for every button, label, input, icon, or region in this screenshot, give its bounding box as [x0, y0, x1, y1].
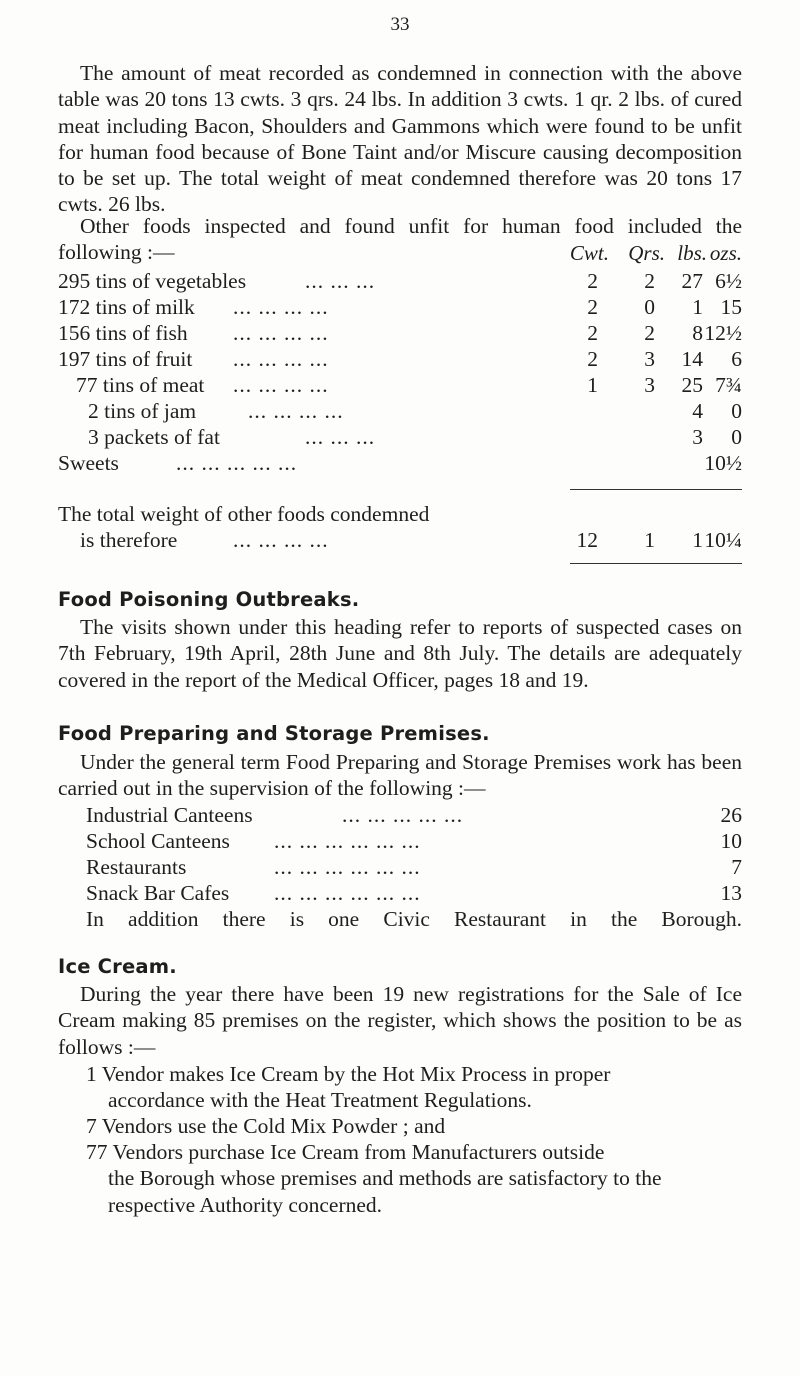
row-qrs: 3: [644, 373, 655, 397]
heading-ice-cream: Ice Cream.: [58, 955, 177, 978]
list-item: [86, 802, 742, 828]
leader-dots: ... ... ... ... ...: [342, 803, 464, 827]
list-item: [86, 1113, 742, 1139]
row-label: 172 tins of milk: [58, 295, 195, 319]
row-lbs: 27: [681, 269, 703, 293]
leader-dots: ... ... ... ... ...: [176, 451, 298, 475]
table-row: [58, 294, 742, 320]
row-lbs: 14: [681, 347, 703, 371]
row-lbs: 3: [692, 425, 703, 449]
row-lbs: 1: [692, 295, 703, 319]
row-cwt: 2: [587, 347, 598, 371]
row-cwt: 2: [587, 269, 598, 293]
table-row: [58, 372, 742, 398]
row-qrs: 2: [644, 269, 655, 293]
row-qrs: 3: [644, 347, 655, 371]
row-label: 156 tins of fish: [58, 321, 188, 345]
row-label: 3 packets of fat: [88, 425, 220, 449]
food-poisoning-text: The visits shown under this heading refer to reports of suspected cases on 7th February, 19th April, 28th June and 8th July. The details are adequately covered in the report of the Medical Officer, pages 18 and 19.: [58, 615, 742, 692]
premises-count: 13: [720, 881, 742, 905]
premises-count: 7: [731, 855, 742, 879]
ice-cream-item-rest: accordance with the Heat Treatment Regulations.: [108, 1088, 532, 1113]
leader-dots: ... ... ... ...: [233, 373, 329, 397]
col-header-ozs: ozs.: [709, 241, 742, 265]
row-label: 2 tins of jam: [88, 399, 197, 423]
list-item: [86, 1139, 742, 1218]
row-cwt: 1: [587, 373, 598, 397]
heading-food-premises: Food Preparing and Storage Premises.: [58, 722, 490, 745]
total-row: [58, 527, 742, 553]
row-ozs: 10½: [704, 451, 742, 475]
col-header-lbs: lbs.: [677, 241, 707, 265]
leader-dots: ... ... ... ... ... ...: [274, 855, 421, 879]
total-lbs: 1: [692, 528, 703, 552]
food-poisoning-paragraph: [58, 614, 742, 693]
row-ozs: 15: [720, 295, 742, 319]
total-label-text: is therefore: [80, 528, 178, 552]
list-item: [86, 828, 742, 854]
ice-cream-item-first: 77 Vendors purchase Ice Cream from Manufacturers outside: [86, 1140, 605, 1164]
table-row: [58, 320, 742, 346]
leader-dots: ... ... ... ...: [248, 399, 344, 423]
row-qrs: 2: [644, 321, 655, 345]
premises-count: 10: [720, 829, 742, 853]
leader-dots: ... ... ... ...: [233, 295, 329, 319]
row-ozs: 0: [731, 425, 742, 449]
premises-label: Industrial Canteens: [86, 803, 253, 827]
row-ozs: 7¾: [715, 373, 742, 397]
premises-label: Restaurants: [86, 855, 187, 879]
row-cwt: 2: [587, 295, 598, 319]
row-cwt: 2: [587, 321, 598, 345]
table-row: [58, 450, 742, 476]
total-ozs: 10¼: [704, 528, 742, 552]
intro-paragraph-text: The amount of meat recorded as condemned in connection with the above table was 20 tons 13 cwts. 3 qrs. 24 lbs. In addition 3 cwts. 1 qr. 2 lbs. of cured meat including Bacon, Shoulders and Gammons which were found to be unfit for human food because of Bone Taint and/or Miscure causing decomposition to be set up. The total weight of meat condemned therefore was 20 tons 17 cwts. 26 lbs.: [58, 61, 742, 217]
leader-dots: ... ... ...: [305, 425, 376, 449]
total-label-line1: [58, 501, 742, 527]
row-label: 77 tins of meat: [76, 373, 205, 397]
col-header-cwt: Cwt.: [569, 241, 609, 265]
page-number: 33: [390, 14, 410, 35]
leader-dots: ... ... ... ...: [233, 347, 329, 371]
row-label: 197 tins of fruit: [58, 347, 193, 371]
list-item: [86, 854, 742, 880]
ice-cream-item-first: 1 Vendor makes Ice Cream by the Hot Mix Process in proper: [86, 1062, 611, 1086]
total-qrs: 1: [644, 528, 655, 552]
row-lbs: 25: [681, 373, 703, 397]
leader-dots: ... ... ... ... ... ...: [274, 829, 421, 853]
civic-restaurant-note: In addition there is one Civic Restaurant in the Borough.: [86, 907, 742, 931]
leader-dots: ... ... ...: [305, 269, 376, 293]
premises-label: School Canteens: [86, 829, 230, 853]
table-row: [58, 424, 742, 450]
row-lbs: 8: [692, 321, 703, 345]
heading-food-poisoning: Food Poisoning Outbreaks.: [58, 588, 360, 611]
total-label-text: The total weight of other foods condemned: [58, 502, 430, 526]
row-label: 295 tins of vegetables: [58, 269, 247, 293]
row-ozs: 6: [731, 347, 742, 371]
subtotal-rule: [570, 489, 742, 490]
table-row: [58, 268, 742, 294]
intro-paragraph: [58, 60, 742, 218]
row-ozs: 12½: [704, 321, 742, 345]
table-row: [58, 346, 742, 372]
leader-dots: ... ... ... ...: [233, 321, 329, 345]
total-cwt: 12: [576, 528, 598, 552]
ice-cream-text: During the year there have been 19 new registrations for the Sale of Ice Cream making 85 premises on the register, which shows the position to be as follows :—: [58, 982, 742, 1059]
list-item: [86, 880, 742, 906]
row-qrs: 0: [644, 295, 655, 319]
row-label: Sweets: [58, 451, 119, 475]
total-rule: [570, 563, 742, 564]
list-item: [86, 1061, 742, 1114]
table-row: [58, 398, 742, 424]
food-premises-paragraph: [58, 749, 742, 802]
food-premises-text: Under the general term Food Preparing and Storage Premises work has been carried out in the supervision of the following :—: [58, 750, 742, 801]
ice-cream-paragraph: [58, 981, 742, 1060]
other-foods-intro-text: Other foods inspected and found unfit for human food included the following :—: [58, 214, 742, 265]
row-ozs: 6½: [715, 269, 742, 293]
row-lbs: 4: [692, 399, 703, 423]
leader-dots: ... ... ... ...: [233, 528, 329, 552]
leader-dots: ... ... ... ... ... ...: [274, 881, 421, 905]
ice-cream-item-first: 7 Vendors use the Cold Mix Powder ; and: [86, 1114, 446, 1138]
premises-label: Snack Bar Cafes: [86, 881, 230, 905]
col-header-qrs: Qrs.: [628, 241, 665, 265]
ice-cream-item-rest: the Borough whose premises and methods are satisfactory to the respective Authority concerned.: [108, 1166, 662, 1217]
premises-count: 26: [720, 803, 742, 827]
row-ozs: 0: [731, 399, 742, 423]
